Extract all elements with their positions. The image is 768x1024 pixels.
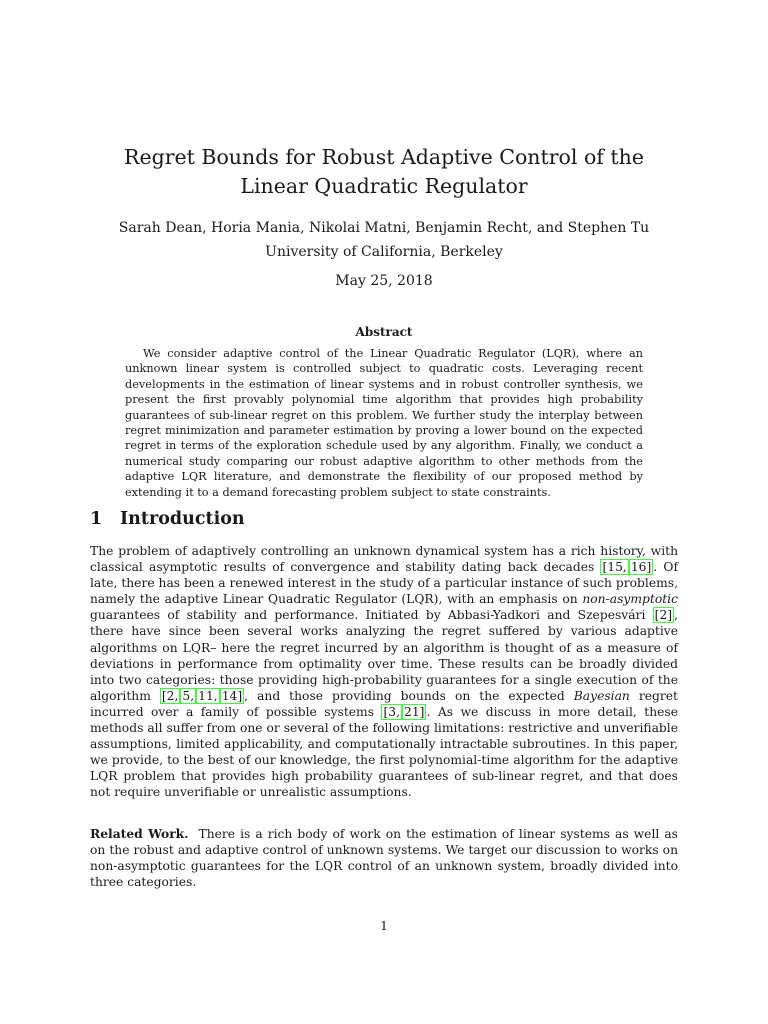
citation-link[interactable]: [2] [654,608,673,623]
emphasis-text: Bayesian [573,688,630,703]
intro-text: regret incurred over a family of possible systems [90,688,678,719]
emphasis-text: non-asymptotic [582,592,678,607]
citation-link[interactable]: 16] [630,560,652,575]
intro-text: , and those providing bounds on the expected [244,688,574,703]
related-work-heading: Related Work. [90,826,189,841]
intro-text: . Of late, there has been a renewed interest in the study of a particular instance of such problems, namely the adaptive Linear Quadratic Regulator (LQR), with an emphasis on [90,560,679,607]
related-work-paragraph [90,826,678,890]
citation-link[interactable]: 11, [198,688,218,703]
section-number: 1 [90,509,103,529]
publication-date: May 25, 2018 [335,273,433,289]
author-list: Sarah Dean, Horia Mania, Nikolai Matni, Benjamin Recht, and Stephen Tu [118,220,650,236]
abstract-heading: Abstract [355,325,413,339]
affiliation: University of California, Berkeley [265,244,503,260]
citation-link[interactable]: 5, [182,688,195,703]
citation-link[interactable]: [3, [383,704,401,719]
citation-link[interactable]: 21] [404,704,425,719]
citation-link[interactable]: [2, [161,688,179,703]
intro-text: , there have since been several works analyzing the regret suffered by various adaptive algorithms on LQR– here the regret incurred by an algorithm is thought of as a measure of deviations in performance from optimality over time. These results can be broadly divided into two categories: those providing high-probability guarantees for a single execution of the algorithm [90,608,678,703]
intro-text: The problem of adaptively controlling an unknown dynamical system has a rich history, with classical asymptotic results of convergence and stability dating back decades [90,544,678,575]
citation-link[interactable]: 14] [221,688,243,703]
section-heading [90,507,245,531]
section-title: Introduction [120,509,245,529]
related-work-text: There is a rich body of work on the estimation of linear systems as well as on the robust and adaptive control of unknown systems. We target our discussion to works on non-asymptotic guarantees for the LQR control of an unknown system, broadly divided into three categories. [90,827,678,890]
page-number: 1 [380,919,388,933]
abstract-text: We consider adaptive control of the Linear Quadratic Regulator (LQR), where an unknown linear system is controlled subject to quadratic costs. Leveraging recent developments in the estimation of linear systems and in robust controller synthesis, we present the first provably polynomial time algorithm that provides high probability guarantees of sub-linear regret on this problem. We further study the interplay between regret minimization and parameter estimation by proving a lower bound on the expected regret in terms of the exploration schedule used by any algorithm. Finally, we conduct a numerical study comparing our robust adaptive algorithm to other methods from the adaptive LQR literature, and demonstrate the flexibility of our proposed method by extending it to a demand forecasting problem subject to state constraints. [125,347,643,499]
author-block [60,216,708,264]
intro-text: guarantees of stability and performance. Initiated by Abbasi-Yadkori and Szepesvári [90,608,653,623]
citation-link[interactable]: [15, [602,560,627,575]
intro-paragraph [90,543,678,801]
intro-text: . As we discuss in more detail, these methods all suffer from one or several of the following limitations: restrictive and unverifiable assumptions, limited applicability, and computationally intractable subroutines. In this paper, we provide, to the best of our knowledge, the first polynomial-time algorithm for the adaptive LQR problem that provides high probability guarantees of sub-linear regret, and that does not require unverifiable or unrealistic assumptions. [90,704,678,800]
paper-title: Regret Bounds for Robust Adaptive Control of the Linear Quadratic Regulator [124,145,644,198]
